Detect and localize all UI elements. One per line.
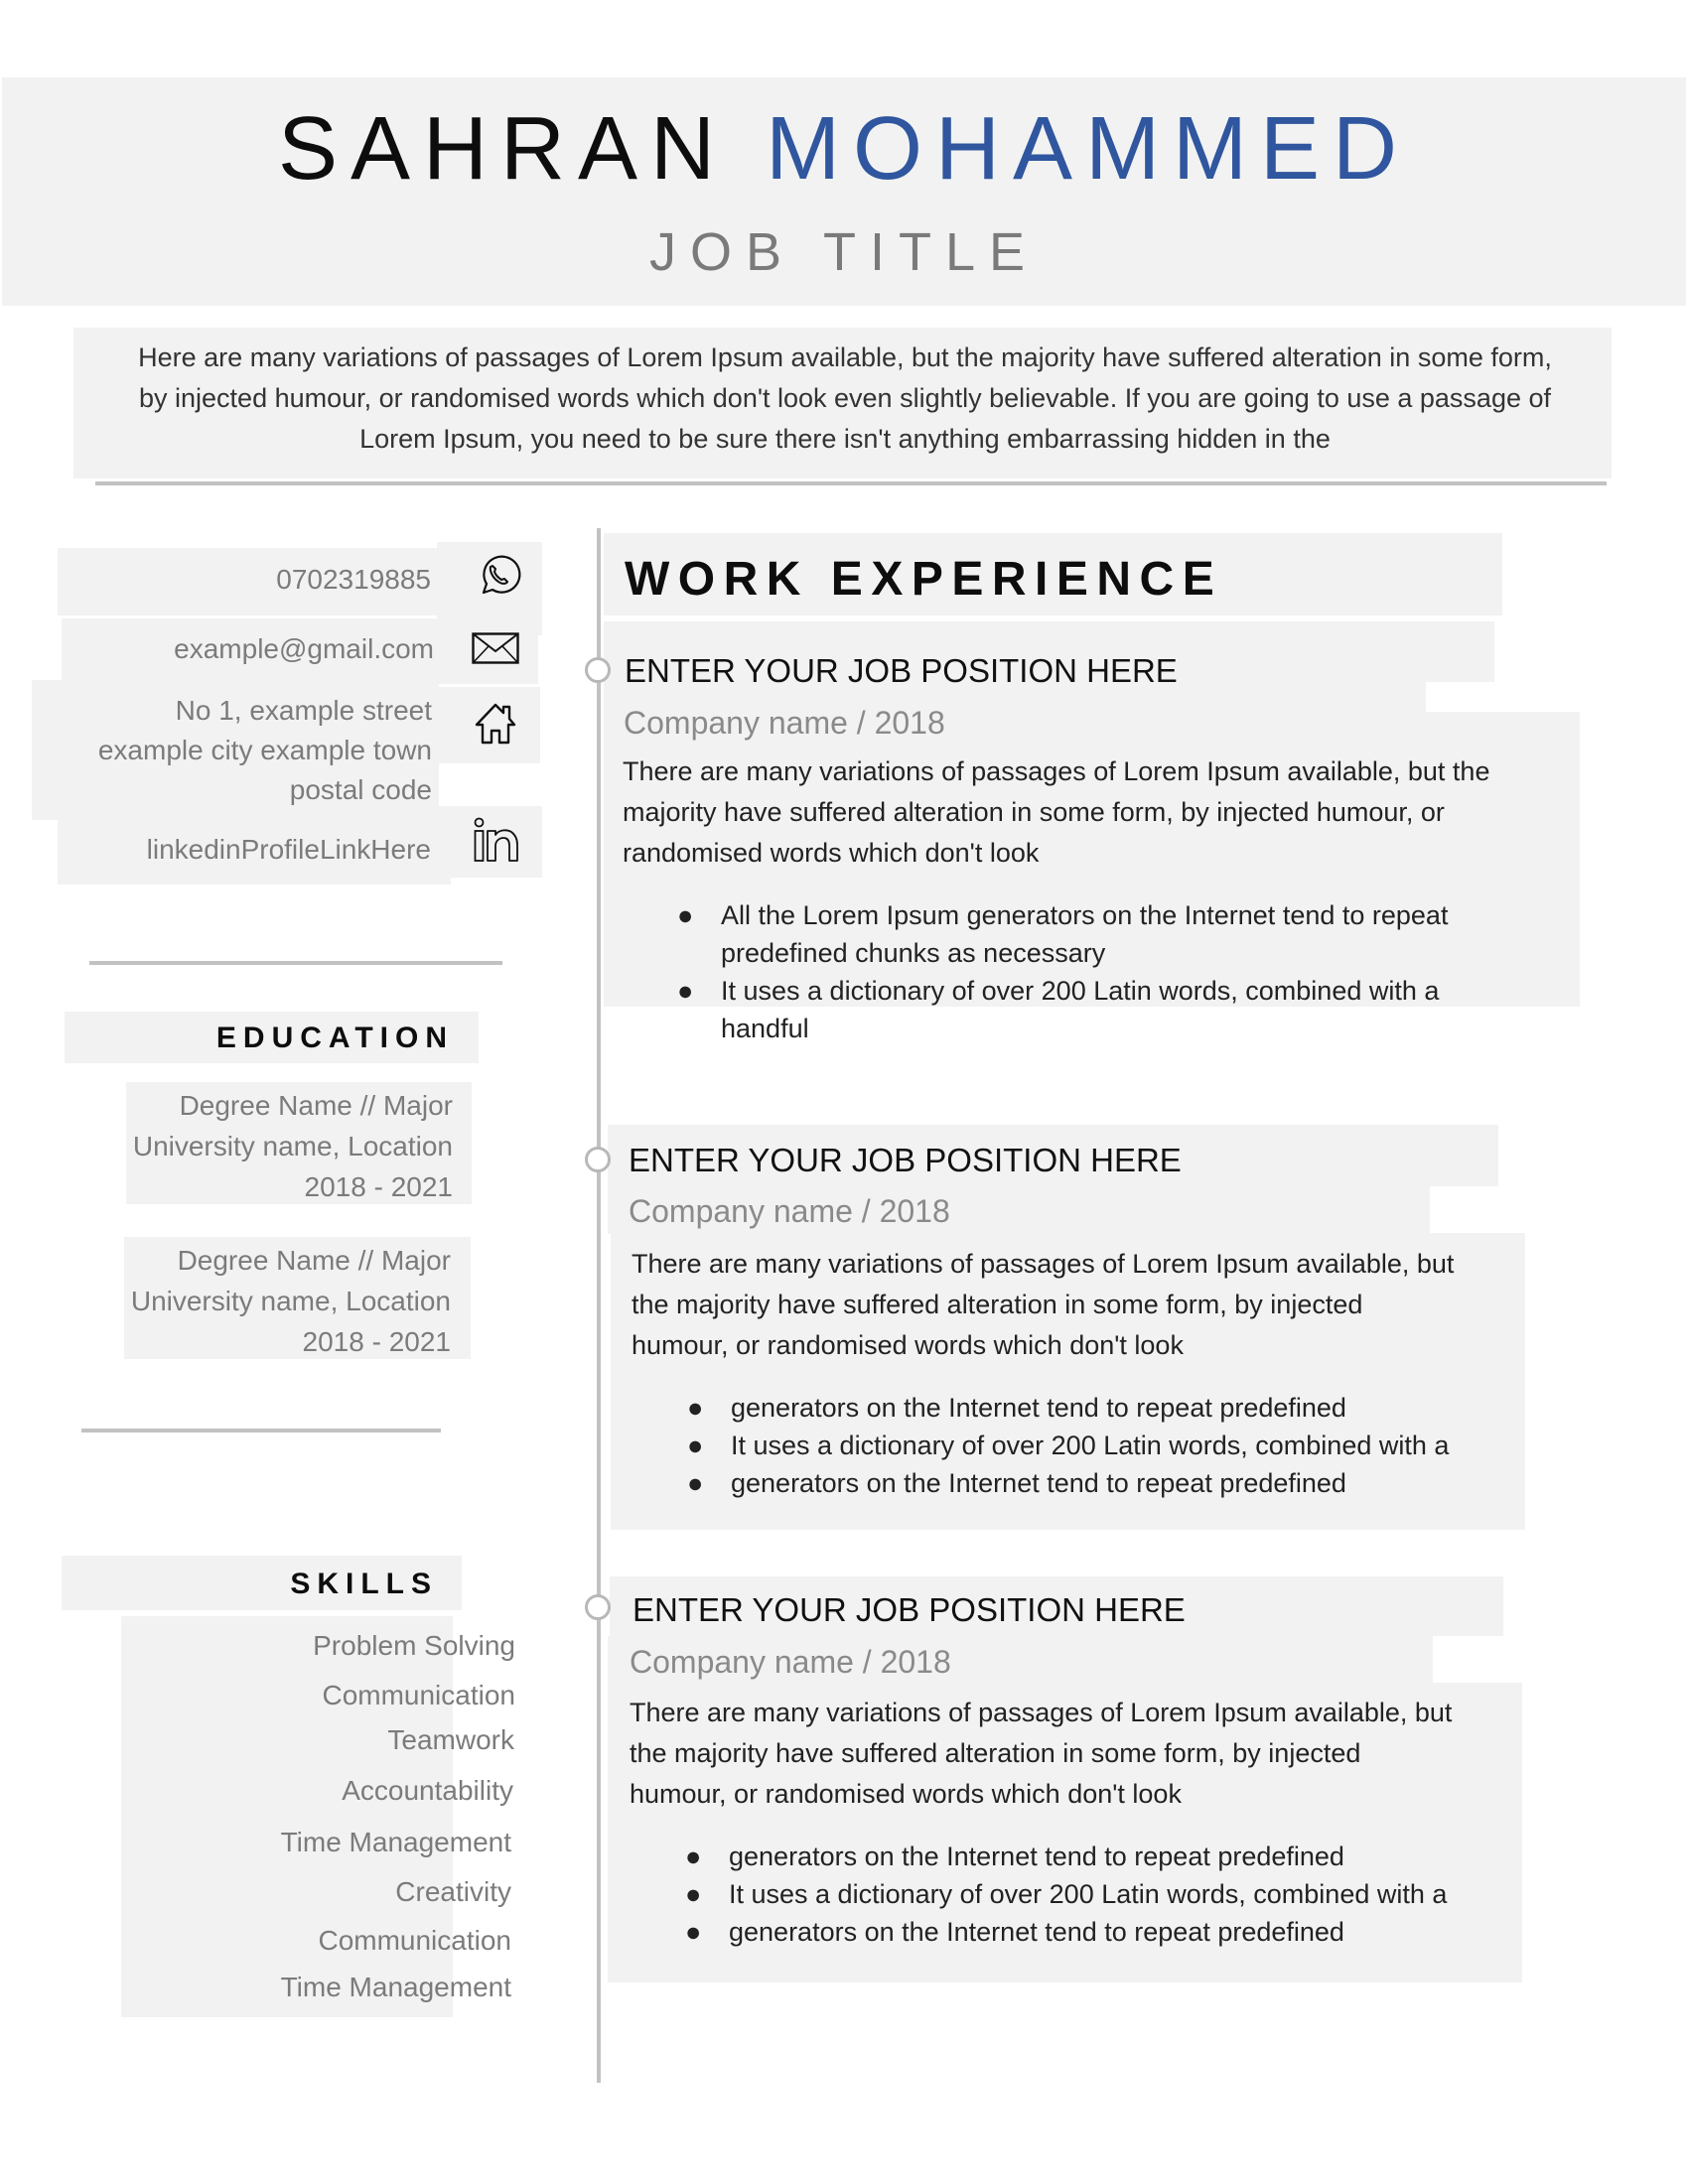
job-description <box>632 1244 1454 1366</box>
job-company: Company name / 2018 <box>630 1644 951 1680</box>
contact-phone[interactable]: 0702319885 <box>276 564 431 595</box>
job-bullet <box>685 1913 1344 1951</box>
job-bullet <box>685 1838 1344 1875</box>
address-line: No 1, example street <box>175 695 432 726</box>
skill-item: Accountability <box>342 1775 513 1806</box>
bullet-icon: ● <box>687 1431 704 1460</box>
bullet-line: generators on the Internet tend to repeat predefined <box>731 1468 1346 1498</box>
first-name: SAHRAN <box>277 99 729 199</box>
linkedin-icon <box>473 817 520 863</box>
envelope-icon <box>472 632 519 664</box>
education-degree: Degree Name // Major <box>179 1090 453 1121</box>
education-years: 2018 - 2021 <box>302 1326 451 1357</box>
description-line: There are many variations of passages of Lorem Ipsum available, but <box>630 1698 1453 1727</box>
contact-divider <box>89 961 502 965</box>
job-bullet <box>677 896 1449 972</box>
description-line: majority have suffered alteration in some form, by injected humour, or <box>623 797 1445 827</box>
bullet-icon: ● <box>685 1842 702 1871</box>
bullet-line: handful <box>721 1014 809 1043</box>
job-position: ENTER YOUR JOB POSITION HERE <box>629 1142 1182 1178</box>
job-bullet <box>677 972 1440 1047</box>
skill-item: Time Management <box>280 1827 511 1857</box>
address-line: postal code <box>289 774 432 805</box>
timeline-node <box>585 1147 611 1172</box>
description-line: the majority have suffered alteration in some form, by injected <box>630 1738 1361 1768</box>
job-bullet <box>685 1875 1448 1913</box>
full-name <box>0 99 1688 199</box>
bullet-icon: ● <box>685 1917 702 1947</box>
education-years: 2018 - 2021 <box>304 1171 453 1202</box>
summary-line: Lorem Ipsum, you need to be sure there isn't anything embarrassing hidden in the <box>359 424 1331 454</box>
description-line: the majority have suffered alteration in some form, by injected <box>632 1290 1363 1319</box>
work-title: WORK EXPERIENCE <box>625 553 1223 606</box>
house-icon <box>473 701 518 745</box>
description-line: humour, or randomised words which don't look <box>630 1779 1182 1809</box>
bullet-line: All the Lorem Ipsum generators on the Internet tend to repeat <box>721 900 1449 930</box>
bullet-line: generators on the Internet tend to repeat predefined <box>729 1842 1344 1871</box>
contact-address <box>98 691 432 810</box>
address-line: example city example town <box>97 735 432 765</box>
last-name: MOHAMMED <box>766 99 1411 199</box>
education-school: University name, Location <box>130 1286 451 1316</box>
job-bullet <box>687 1427 1450 1464</box>
skill-item: Teamwork <box>387 1724 514 1755</box>
bullet-icon: ● <box>687 1393 704 1423</box>
job-position: ENTER YOUR JOB POSITION HERE <box>625 652 1178 689</box>
skill-item: Problem Solving <box>313 1630 515 1661</box>
skill-item: Communication <box>318 1925 511 1956</box>
education-degree: Degree Name // Major <box>177 1245 451 1276</box>
bullet-line: It uses a dictionary of over 200 Latin words, combined with a <box>721 976 1440 1006</box>
description-line: randomised words which don't look <box>623 838 1040 868</box>
whatsapp-icon <box>476 552 521 598</box>
job-description <box>623 751 1489 874</box>
bullet-line: generators on the Internet tend to repeat predefined <box>731 1393 1346 1423</box>
contact-linkedin[interactable]: linkedinProfileLinkHere <box>146 834 431 865</box>
timeline-node <box>585 657 611 683</box>
education-title: EDUCATION <box>215 1022 454 1054</box>
bullet-icon: ● <box>677 976 694 1006</box>
summary-divider <box>95 481 1607 485</box>
timeline-line <box>597 528 601 2083</box>
timeline-node <box>585 1594 611 1620</box>
bullet-icon: ● <box>687 1468 704 1498</box>
skill-item: Creativity <box>395 1876 511 1907</box>
education-item <box>133 1085 453 1207</box>
job-company: Company name / 2018 <box>629 1193 950 1229</box>
bullet-line: predefined chunks as necessary <box>721 938 1106 968</box>
education-item <box>131 1240 451 1362</box>
summary-text <box>95 338 1595 460</box>
bullet-line: It uses a dictionary of over 200 Latin words, combined with a <box>731 1431 1450 1460</box>
bullet-icon: ● <box>677 900 694 930</box>
description-line: There are many variations of passages of Lorem Ipsum available, but the <box>623 756 1490 786</box>
skills-title: SKILLS <box>290 1568 438 1600</box>
bullet-line: It uses a dictionary of over 200 Latin words, combined with a <box>729 1879 1448 1909</box>
contact-email[interactable]: example@gmail.com <box>174 633 434 664</box>
job-bullet <box>687 1389 1346 1427</box>
skill-item: Time Management <box>280 1972 511 2002</box>
job-description <box>630 1693 1452 1815</box>
summary-line: Here are many variations of passages of Lorem Ipsum available, but the majority have suffered alteration in some form, <box>138 342 1552 372</box>
bullet-icon: ● <box>685 1879 702 1909</box>
job-position: ENTER YOUR JOB POSITION HERE <box>633 1591 1186 1628</box>
description-line: There are many variations of passages of Lorem Ipsum available, but <box>632 1249 1455 1279</box>
description-line: humour, or randomised words which don't look <box>632 1330 1184 1360</box>
education-school: University name, Location <box>132 1131 453 1161</box>
education-divider <box>81 1429 441 1433</box>
bullet-line: generators on the Internet tend to repeat predefined <box>729 1917 1344 1947</box>
summary-line: by injected humour, or randomised words which don't look even slightly believable. If you are going to use a passage of <box>139 383 1551 413</box>
job-company: Company name / 2018 <box>624 705 945 741</box>
job-bullet <box>687 1464 1346 1502</box>
job-title: JOB TITLE <box>648 222 1040 282</box>
skill-item: Communication <box>322 1680 515 1710</box>
